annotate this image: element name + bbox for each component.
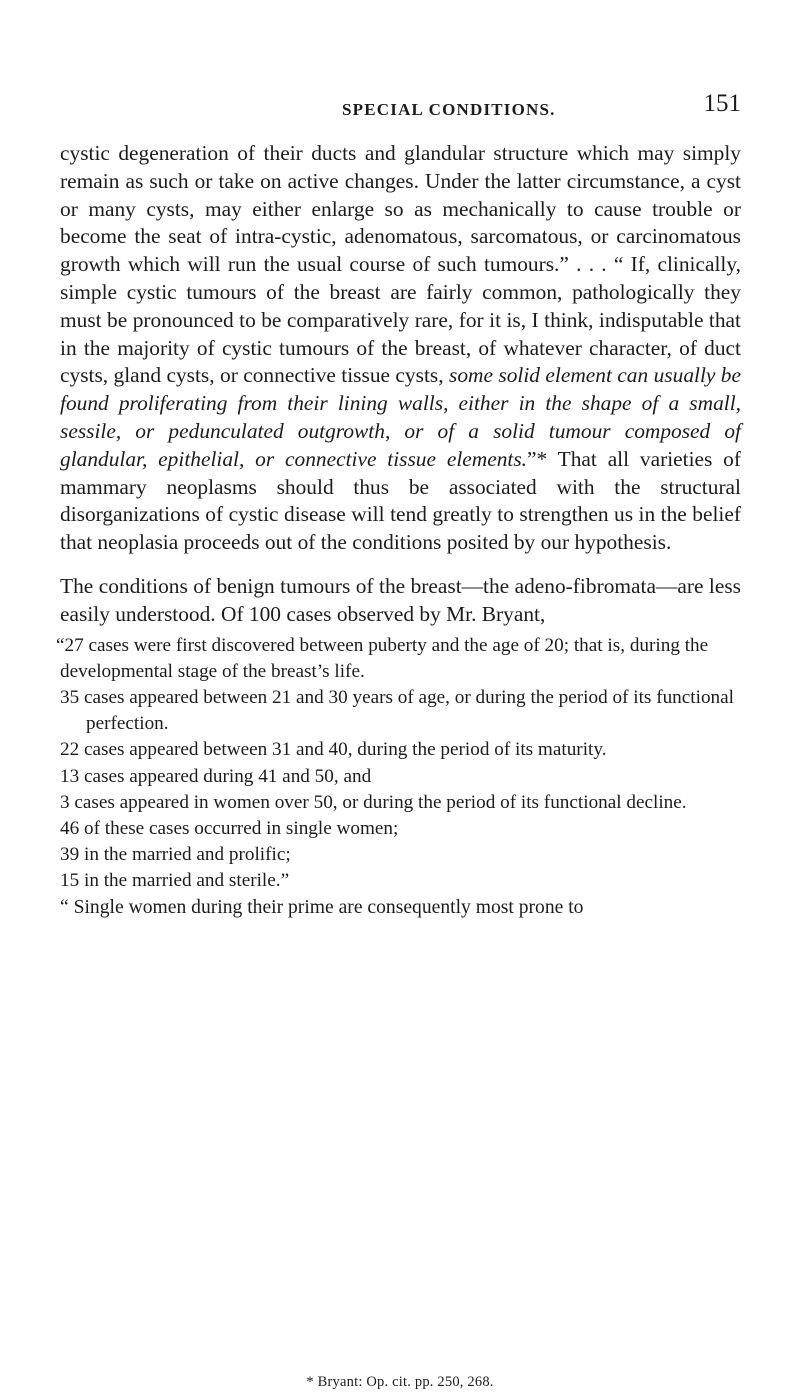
running-title: SPECIAL CONDITIONS. xyxy=(342,100,556,119)
paragraph-1-italic: some solid element can usually be found proliferating from their lining walls, either in the shape of a small, sessile, or pedunculated outgrowth, or of a solid tumour composed of glandular, epithelial, or connective tissue elements. xyxy=(60,363,741,471)
quote-line: 13 cases appeared during 41 and 50, and xyxy=(60,765,372,787)
quote-line: 15 in the married and sterile.” xyxy=(60,870,290,892)
quote-line: 39 in the married and prolific; xyxy=(60,844,291,866)
paragraph-2: The conditions of benign tumours of the breast—the adeno-fibromata—are less easily understood. Of 100 cases observed by Mr. Bryant, xyxy=(60,573,741,626)
quote-line: 46 of these cases occurred in single women; xyxy=(60,817,399,839)
bryant-quote xyxy=(56,633,741,895)
body-text xyxy=(56,140,741,921)
paragraph-1-outro: That all varieties of mammary neoplasms should thus be associated with the structural disorganizations of cystic disease will tend greatly to strengthen us in the belief that neoplasia proceeds out of the conditions posited by our hypothesis. xyxy=(60,446,741,555)
paragraph-1 xyxy=(60,140,741,557)
running-head xyxy=(0,90,800,130)
closing-line: “ Single women during their prime are consequently most prone to xyxy=(60,896,584,918)
footnote: * Bryant: Op. cit. pp. 250, 268. xyxy=(306,1374,494,1390)
paragraph-1-intro: cystic degeneration of their ducts and glandular structure which may simply remain as such or take on active changes. Under the latter circumstance, a cyst or many cysts, may either enlarge so as mechanically to cause trouble or become the seat of intra-cystic, adenomatous, sarcomatous, or carcinomatous growth which will run the usual course of such tumours.” . . . “ If, clinically, simple cystic tumours of the breast are fairly common, pathologically they must be pronounced to be comparatively rare, for it is, I think, indisputable that in the majority of cystic tumours of the breast, of whatever character, of duct cysts, gland cysts, or connective tissue cysts, xyxy=(60,141,741,388)
quote-line: 3 cases appeared in women over 50, or during the period of its functional decline. xyxy=(60,791,687,813)
quote-line: 35 cases appeared between 21 and 30 years of age, or during the period of its functional perfection. xyxy=(60,686,734,735)
footnote-reference: ”* xyxy=(527,446,548,471)
quote-line: “27 cases were first discovered between puberty and the age of 20; that is, during the developmental stage of the breast’s life. xyxy=(56,634,709,682)
page-number: 151 xyxy=(703,90,741,117)
quote-line: 22 cases appeared between 31 and 40, during the period of its maturity. xyxy=(60,739,607,761)
